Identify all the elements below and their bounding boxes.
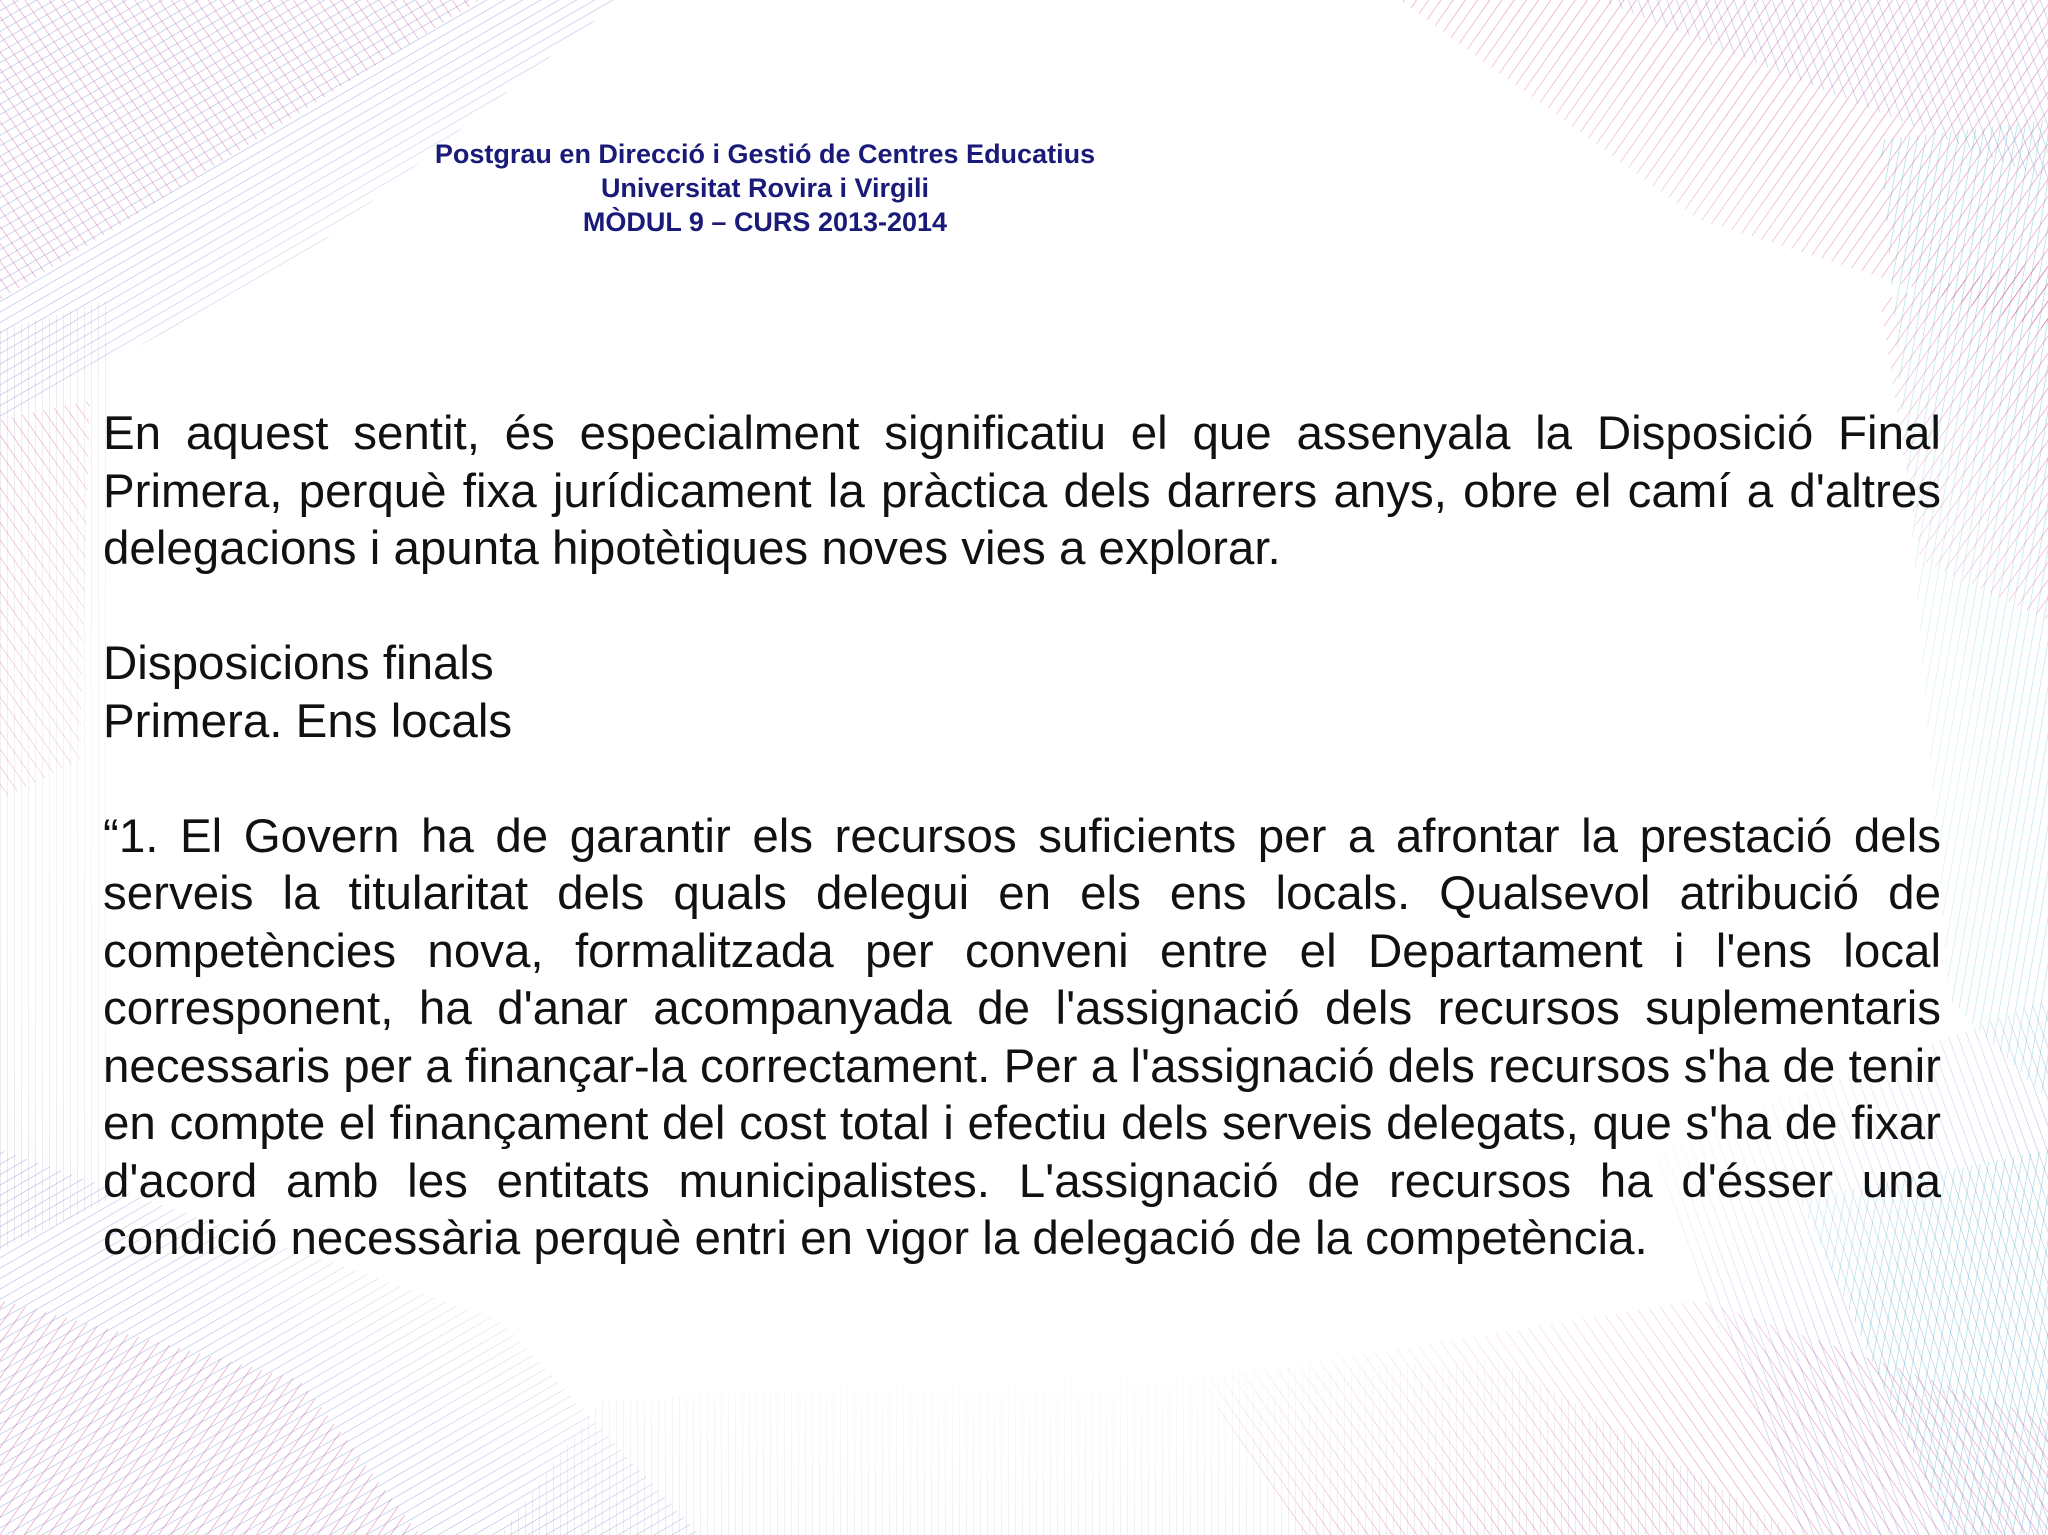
course-header xyxy=(0,137,1530,239)
subsection-title: Primera. Ens locals xyxy=(103,694,513,748)
spacer xyxy=(103,578,1941,636)
intro-paragraph: En aquest sentit, és especialment significatiu el que assenyala la Disposició Final Primera, perquè fixa jurídicament la pràctica dels darrers anys, obre el camí a d'altres delegacions i apunta hipotètiques noves vies a explorar. xyxy=(103,407,1941,575)
quoted-provision: “1. El Govern ha de garantir els recursos suficients per a afrontar la prestació dels serveis la titularitat dels quals delegui en els ens locals. Qualsevol atribució de competències nova, formalitzada per conveni entre el Departament i l'ens local corresponent, ha d'anar acompanyada de l'assignació dels recursos suplementaris necessaris per a finançar-la correctament. Per a l'assignació dels recursos s'ha de tenir en compte el finançament del cost total i efectiu dels serveis delegats, que s'ha de fixar d'acord amb les entitats municipalistes. L'assignació de recursos ha d'ésser una condició necessària perquè entri en vigor la delegació de la competència. xyxy=(103,809,1941,1265)
spacer xyxy=(103,750,1941,808)
module-course: MÒDUL 9 – CURS 2013-2014 xyxy=(582,207,948,237)
university-name: Universitat Rovira i Virgili xyxy=(600,173,930,203)
slide-body xyxy=(103,405,1941,1268)
program-title: Postgrau en Direcció i Gestió de Centres Educatius xyxy=(434,139,1096,169)
section-title: Disposicions finals xyxy=(103,637,494,690)
